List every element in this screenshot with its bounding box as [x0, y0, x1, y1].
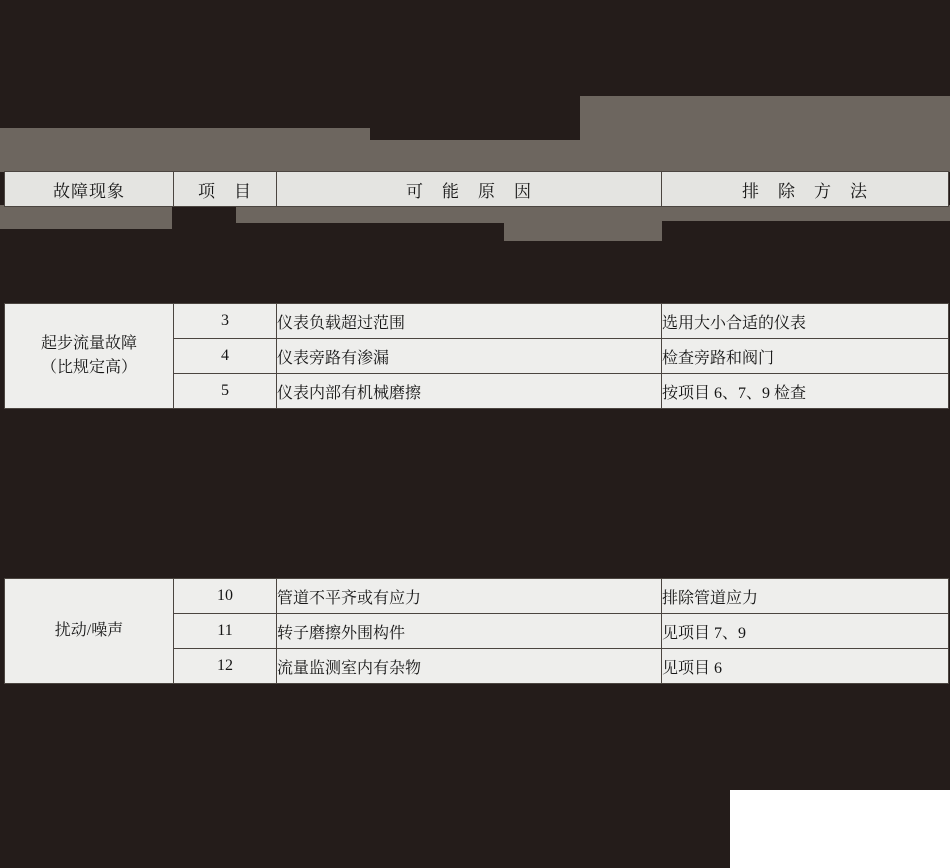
scan-smudge-top-middle: [370, 140, 580, 172]
column-header-item: 项 目: [174, 172, 277, 207]
table-header-row: [4, 171, 949, 207]
table-row: [5, 172, 949, 207]
cell-cause: 流量监测室内有杂物: [277, 649, 662, 684]
phenomenon-line-1: 扰动/噪声: [54, 622, 124, 639]
scan-smudge-below-header-left: [0, 205, 172, 229]
cell-remedy: 按项目 6、7、9 检查: [662, 374, 949, 409]
cell-cause: 管道不平齐或有应力: [277, 579, 662, 614]
cell-item: 3: [174, 304, 277, 339]
column-header-cause: 可 能 原 因: [277, 172, 662, 207]
scan-smudge-top-left: [0, 128, 370, 172]
cell-remedy: 见项目 7、9: [662, 614, 949, 649]
phenomenon-line-2: （比规定高）: [40, 359, 137, 376]
cell-remedy: 排除管道应力: [662, 579, 949, 614]
scan-smudge-top-right-edge: [866, 118, 950, 172]
scan-smudge-below-header-mid: [236, 205, 504, 223]
cell-cause: 仪表旁路有渗漏: [277, 339, 662, 374]
table-row: [5, 579, 949, 614]
cell-item: 10: [174, 579, 277, 614]
cell-cause: 转子磨擦外围构件: [277, 614, 662, 649]
column-header-remedy: 排 除 方 法: [662, 172, 949, 207]
cell-remedy: 检查旁路和阀门: [662, 339, 949, 374]
cell-phenomenon: [5, 579, 174, 684]
cell-item: 12: [174, 649, 277, 684]
cell-remedy: 选用大小合适的仪表: [662, 304, 949, 339]
cell-item: 5: [174, 374, 277, 409]
cell-item: 11: [174, 614, 277, 649]
fault-table-block-1: [4, 303, 949, 409]
table-row: [5, 304, 949, 339]
scan-smudge-below-header-right: [662, 205, 950, 221]
cell-cause: 仪表负载超过范围: [277, 304, 662, 339]
scan-smudge-below-header-mid2: [504, 205, 662, 241]
scan-white-patch-bottom-right: [730, 790, 950, 868]
cell-remedy: 见项目 6: [662, 649, 949, 684]
cell-cause: 仪表内部有机械磨擦: [277, 374, 662, 409]
cell-phenomenon: [5, 304, 174, 409]
fault-table-block-2: [4, 578, 949, 684]
cell-item: 4: [174, 339, 277, 374]
phenomenon-line-1: 起步流量故障: [40, 335, 137, 352]
column-header-phenomenon: 故障现象: [5, 172, 174, 207]
